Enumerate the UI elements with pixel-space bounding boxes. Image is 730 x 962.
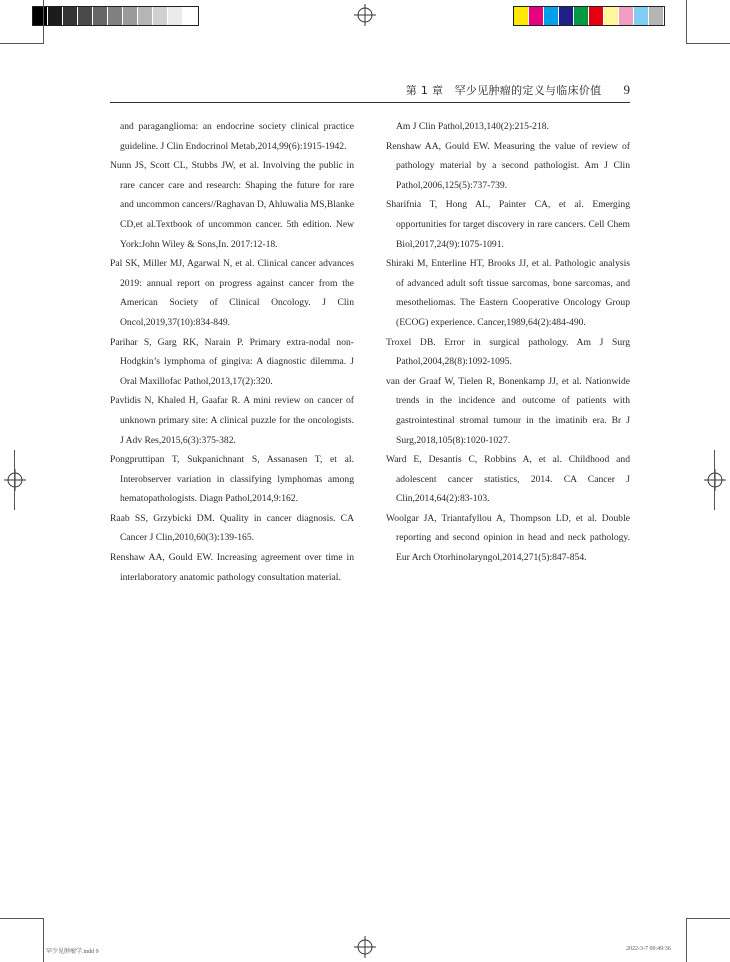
file-label: 罕少见肿瘤学.indd 9 [46,949,99,955]
color-swatch [183,7,198,25]
reference-entry: Raab SS, Grzybicki DM. Quality in cancer diagnosis. CA Cancer J Clin,2010,60(3):139-165. [110,512,354,544]
running-header [110,80,630,100]
reference-entry: Shiraki M, Enterline HT, Brooks JJ, et al. Pathologic analysis of advanced adult soft tissue sarcomas, bone sarcomas, and mesotheliomas. The Eastern Cooperative Oncology Group (ECOG) experience. Cancer,1989,64(2):484-490. [386,258,630,328]
page-number: 9 [623,82,630,97]
gray-scale-strip [32,6,199,26]
color-swatch [604,7,619,25]
references-right-column [386,117,630,568]
registration-mark-icon [704,469,726,491]
print-timestamp: 2022-3-7 09:49:36 [626,946,671,952]
color-swatch [48,7,63,25]
color-swatch [649,7,664,25]
reference-entry: Nunn JS, Scott CL, Stubbs JW, et al. Involving the public in rare cancer care and research: Shaping the future for rare and uncommon cancers//Raghavan D, Ahluwalia MS,Blanke CD,et al.Textbook of uncommon cancer. 5th edition. New York:John Wiley & Sons,In. 2017:12-18. [110,160,354,250]
crop-mark [43,918,44,962]
reference-entry: and paraganglioma: an endocrine society clinical practice guideline. J Clin Endocrinol Metab,2014,99(6):1915-1942. [120,121,354,152]
color-bar-strip [513,6,665,26]
crop-mark [43,0,44,44]
color-swatch [529,7,544,25]
reference-entry: Pavlidis N, Khaled H, Gaafar R. A mini review on cancer of unknown primary site: A clinical puzzle for the oncologists. J Adv Res,2015,6(3):375-382. [110,395,354,446]
color-swatch [33,7,48,25]
color-swatch [138,7,153,25]
crop-mark [714,450,715,510]
reference-entry: Troxel DB. Error in surgical pathology. Am J Surg Pathol,2004,28(8):1092-1095. [386,336,630,368]
crop-mark [0,43,44,44]
header-rule [110,102,630,103]
reference-entry: Ward E, Desantis C, Robbins A, et al. Childhood and adolescent cancer statistics, 2014. CA Cancer J Clin,2014,64(2):83-103. [386,454,630,505]
color-swatch [93,7,108,25]
color-swatch [153,7,168,25]
reference-entry: Parihar S, Garg RK, Narain P. Primary extra-nodal non-Hodgkin’s lymphoma of gingiva: A diagnostic dilemma. J Oral Maxillofac Pathol,2013,17(2):320. [110,336,354,387]
reference-entry: Renshaw AA, Gould EW. Increasing agreement over time in interlaboratory anatomic pathology consultation material. [110,552,354,583]
color-swatch [123,7,138,25]
color-swatch [634,7,649,25]
color-swatch [108,7,123,25]
color-swatch [78,7,93,25]
crop-mark [0,918,44,919]
color-swatch [619,7,634,25]
reference-entry: Sharifnia T, Hong AL, Painter CA, et al. Emerging opportunities for target discovery in rare cancers. Cell Chem Biol,2017,24(9):1075-1091. [386,199,630,250]
crop-mark [686,0,687,44]
reference-entry: Pongpruttipan T, Sukpanichnant S, Assanasen T, et al. Interobserver variation in classifying lymphomas among hematopathologists. Diagn Pathol,2014,9:162. [110,454,354,505]
registration-mark-icon [354,936,376,958]
crop-mark [686,43,730,44]
references-left-column [110,117,354,587]
reference-entry: Renshaw AA, Gould EW. Measuring the value of review of pathology material by a second pathologist. Am J Clin Pathol,2006,125(5):737-739. [386,140,630,191]
reference-entry: Pal SK, Miller MJ, Agarwal N, et al. Clinical cancer advances 2019: annual report on progress against cancer from the American Society of Clinical Oncology. J Clin Oncol,2019,37(10):834-849. [110,258,354,328]
color-swatch [63,7,78,25]
color-swatch [514,7,529,25]
crop-mark [14,450,15,510]
color-swatch [574,7,589,25]
reference-entry: van der Graaf W, Tielen R, Bonenkamp JJ, et al. Nationwide trends in the incidence and outcome of patients with gastrointestinal stromal tumour in the imatinib era. Br J Surg,2018,105(8):1020-1027. [386,375,630,446]
crop-mark [686,918,687,962]
color-swatch [589,7,604,25]
reference-entry: Am J Clin Pathol,2013,140(2):215-218. [396,121,549,132]
crop-mark [686,918,730,919]
chapter-title: 第 1 章 罕少见肿瘤的定义与临床价值 [405,84,602,97]
color-swatch [168,7,183,25]
reference-entry: Woolgar JA, Triantafyllou A, Thompson LD, et al. Double reporting and second opinion in head and neck pathology. Eur Arch Otorhinolaryngol,2014,271(5):847-854. [386,512,630,564]
color-swatch [544,7,559,25]
registration-mark-icon [4,469,26,491]
registration-mark-icon [354,4,376,26]
color-swatch [559,7,574,25]
